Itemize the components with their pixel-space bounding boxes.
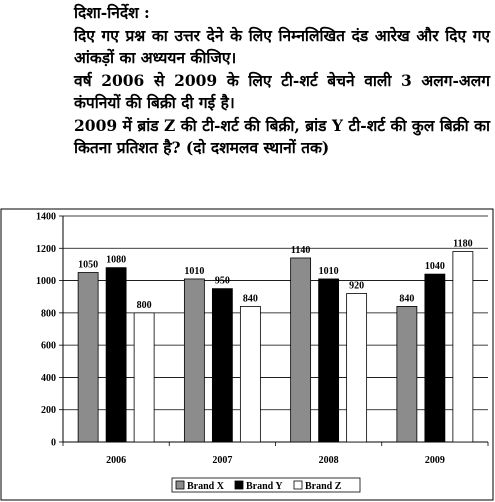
data-label: 1080 xyxy=(106,254,127,266)
data-label: 1040 xyxy=(424,261,445,273)
bar-brand-x xyxy=(397,306,417,442)
bar-brand-z xyxy=(453,252,473,442)
x-tick-label: 2007 xyxy=(212,455,233,466)
y-tick-label: 1400 xyxy=(36,211,56,223)
x-tick-label: 2009 xyxy=(424,455,445,466)
data-label: 1010 xyxy=(184,265,205,277)
data-label: 1180 xyxy=(453,238,473,250)
bar-chart xyxy=(0,208,495,502)
data-label: 840 xyxy=(399,293,415,305)
directions-instruction: दिए गए प्रश्न का उत्तर देने के लिए निम्नलिखित दंड आरेख और दिए गए आंकड़ों का अध्ययन कीजिए। xyxy=(74,25,490,67)
legend-swatch xyxy=(235,481,243,489)
x-tick-label: 2008 xyxy=(318,455,339,466)
y-tick-label: 200 xyxy=(41,405,56,417)
data-label: 840 xyxy=(242,293,258,305)
bar-brand-y xyxy=(212,289,232,442)
y-tick-label: 1200 xyxy=(36,243,56,255)
y-tick-label: 1000 xyxy=(36,276,56,288)
bar-brand-x xyxy=(78,273,98,443)
data-label: 800 xyxy=(136,299,152,311)
legend-swatch xyxy=(294,481,302,489)
bar-brand-z xyxy=(134,313,154,442)
x-tick-label: 2006 xyxy=(106,455,127,466)
y-tick-label: 600 xyxy=(41,340,56,352)
question-text xyxy=(74,2,490,160)
data-label: 1140 xyxy=(290,244,311,256)
data-label: 1050 xyxy=(78,259,99,271)
legend-label: Brand Y xyxy=(246,481,283,492)
data-label: 1010 xyxy=(318,265,339,277)
y-tick-label: 400 xyxy=(41,372,56,384)
question-prompt: 2009 में ब्रांड Z की टी-शर्ट की बिक्री, ब्रांड Y टी-शर्ट की कुल बिक्री का कितना प्रतिशत है? (दो दशमलव स्थानों तक) xyxy=(74,115,490,157)
bar-brand-y xyxy=(106,268,126,442)
bar-chart-svg xyxy=(0,208,495,502)
bar-brand-y xyxy=(425,274,445,442)
bar-brand-z xyxy=(240,306,260,442)
y-tick-label: 800 xyxy=(41,308,56,320)
bar-brand-x xyxy=(291,258,311,442)
legend-label: Brand Z xyxy=(305,481,342,492)
bar-brand-x xyxy=(184,279,204,442)
legend-label: Brand X xyxy=(187,481,224,492)
data-context: वर्ष 2006 से 2009 के लिए टी-शर्ट बेचने वाली 3 अलग-अलग कंपनियों की बिक्री दी गई है। xyxy=(74,70,490,112)
bar-brand-z xyxy=(347,293,367,442)
data-label: 920 xyxy=(349,280,365,292)
y-tick-label: 0 xyxy=(51,437,56,449)
data-label: 950 xyxy=(214,275,230,287)
bar-brand-y xyxy=(319,279,339,442)
directions-heading: दिशा-निर्देश : xyxy=(74,3,150,22)
legend-swatch xyxy=(176,481,184,489)
